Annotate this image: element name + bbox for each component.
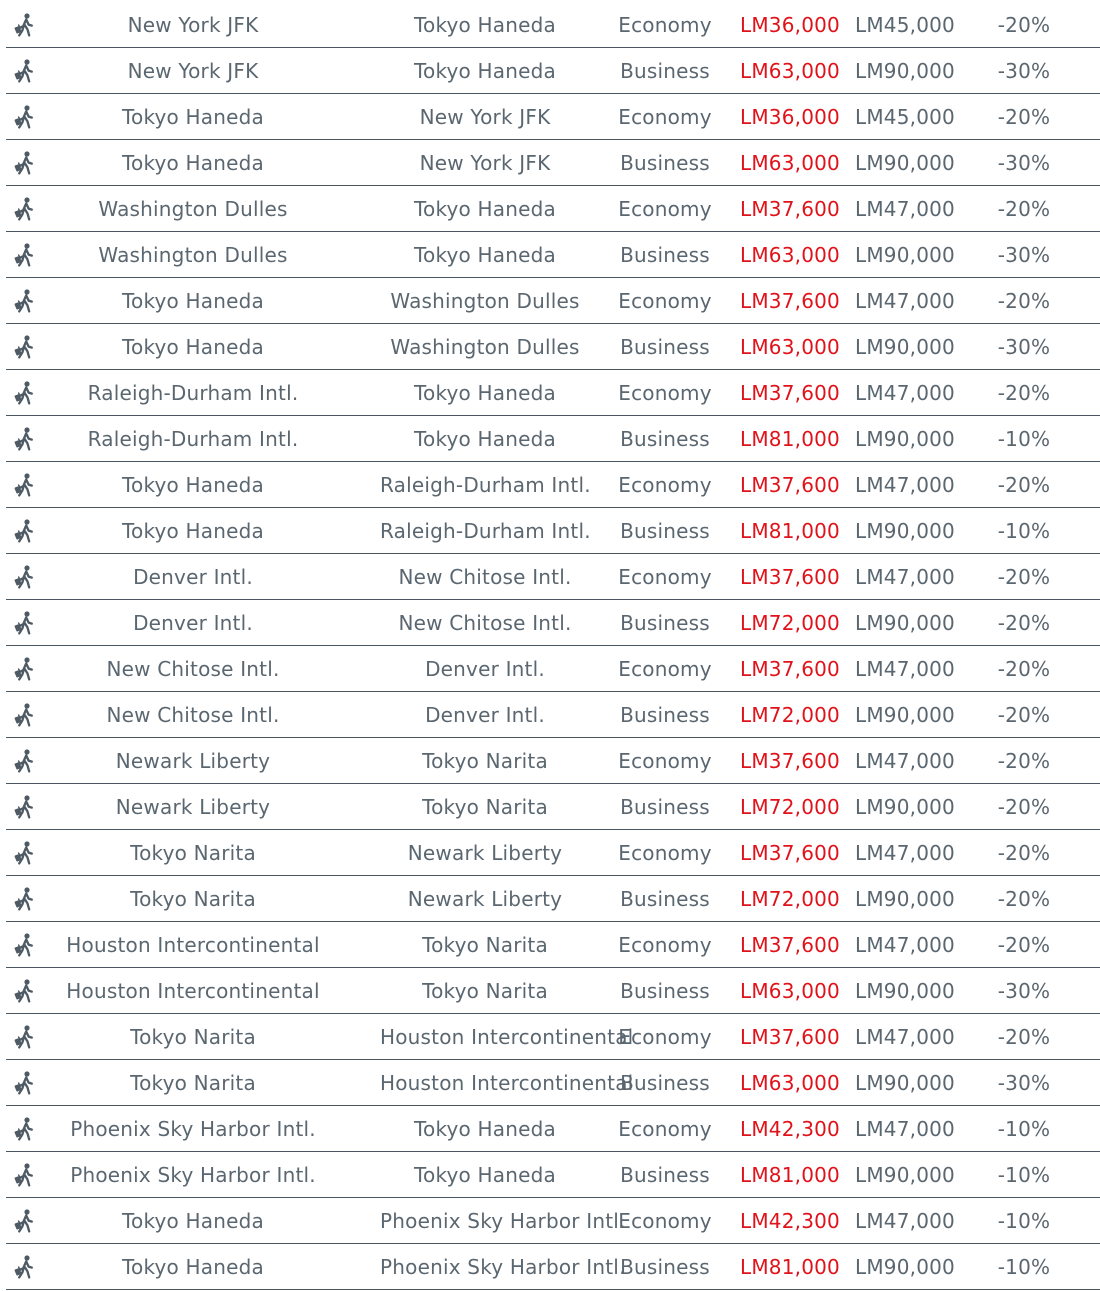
origin-cell: Denver Intl. <box>133 564 253 589</box>
destination-cell: Tokyo Haneda <box>414 58 556 83</box>
regular-price-cell: LM90,000 <box>855 978 955 1003</box>
origin-cell: Tokyo Haneda <box>122 104 264 129</box>
regular-price-cell: LM47,000 <box>855 1024 955 1049</box>
destination-cell: Raleigh-Durham Intl. <box>380 472 591 497</box>
regular-price-cell: LM90,000 <box>855 242 955 267</box>
table-row[interactable] <box>6 140 1100 186</box>
cabin-class-cell: Business <box>620 58 710 83</box>
sale-price-cell: LM72,000 <box>740 886 840 911</box>
destination-cell: Tokyo Haneda <box>414 380 556 405</box>
table-row[interactable] <box>6 48 1100 94</box>
destination-cell: Houston Intercontinental <box>380 1024 634 1049</box>
cabin-class-cell: Business <box>620 978 710 1003</box>
regular-price-cell: LM90,000 <box>855 1070 955 1095</box>
discount-cell: -20% <box>997 840 1051 865</box>
destination-cell: Tokyo Haneda <box>414 1162 556 1187</box>
origin-cell: Washington Dulles <box>98 196 288 221</box>
cabin-class-cell: Business <box>620 426 710 451</box>
destination-cell: Tokyo Narita <box>422 794 548 819</box>
table-row[interactable] <box>6 2 1100 48</box>
discount-cell: -10% <box>997 1254 1051 1279</box>
regular-price-cell: LM47,000 <box>855 1208 955 1233</box>
cabin-class-cell: Economy <box>618 104 712 129</box>
fare-table <box>6 2 1100 1290</box>
discount-cell: -20% <box>997 748 1051 773</box>
origin-cell: Tokyo Narita <box>130 840 256 865</box>
table-row[interactable] <box>6 94 1100 140</box>
cabin-class-cell: Economy <box>618 472 712 497</box>
destination-cell: Tokyo Narita <box>422 932 548 957</box>
cabin-class-cell: Economy <box>618 1024 712 1049</box>
destination-cell: Tokyo Haneda <box>414 426 556 451</box>
sale-price-cell: LM36,000 <box>740 104 840 129</box>
regular-price-cell: LM90,000 <box>855 518 955 543</box>
regular-price-cell: LM90,000 <box>855 1162 955 1187</box>
table-row[interactable] <box>6 738 1100 784</box>
destination-cell: Tokyo Narita <box>422 978 548 1003</box>
origin-cell: New Chitose Intl. <box>106 656 280 681</box>
origin-cell: Tokyo Haneda <box>122 1208 264 1233</box>
discount-cell: -10% <box>997 426 1051 451</box>
origin-cell: Newark Liberty <box>115 794 271 819</box>
regular-price-cell: LM90,000 <box>855 58 955 83</box>
table-row[interactable] <box>6 232 1100 278</box>
origin-cell: Tokyo Haneda <box>122 472 264 497</box>
sale-price-cell: LM63,000 <box>740 150 840 175</box>
discount-cell: -10% <box>997 1162 1051 1187</box>
table-row[interactable] <box>6 784 1100 830</box>
origin-cell: Newark Liberty <box>115 748 271 773</box>
table-row[interactable] <box>6 1198 1100 1244</box>
origin-cell: Tokyo Narita <box>130 886 256 911</box>
destination-cell: Denver Intl. <box>425 656 545 681</box>
discount-cell: -20% <box>997 656 1051 681</box>
table-row[interactable] <box>6 324 1100 370</box>
regular-price-cell: LM90,000 <box>855 150 955 175</box>
destination-cell: Tokyo Haneda <box>414 12 556 37</box>
regular-price-cell: LM90,000 <box>855 610 955 635</box>
sale-price-cell: LM63,000 <box>740 334 840 359</box>
discount-cell: -20% <box>997 288 1051 313</box>
discount-cell: -10% <box>997 518 1051 543</box>
origin-cell: New York JFK <box>127 12 259 37</box>
regular-price-cell: LM90,000 <box>855 702 955 727</box>
regular-price-cell: LM47,000 <box>855 288 955 313</box>
cabin-class-cell: Business <box>620 518 710 543</box>
regular-price-cell: LM90,000 <box>855 334 955 359</box>
discount-cell: -20% <box>997 610 1051 635</box>
origin-cell: Phoenix Sky Harbor Intl. <box>70 1162 316 1187</box>
destination-cell: Raleigh-Durham Intl. <box>380 518 591 543</box>
discount-cell: -10% <box>997 1116 1051 1141</box>
sale-price-cell: LM37,600 <box>740 840 840 865</box>
regular-price-cell: LM47,000 <box>855 656 955 681</box>
sale-price-cell: LM42,300 <box>740 1116 840 1141</box>
table-row[interactable] <box>6 830 1100 876</box>
discount-cell: -20% <box>997 932 1051 957</box>
table-row[interactable] <box>6 278 1100 324</box>
origin-cell: Tokyo Haneda <box>122 518 264 543</box>
cabin-class-cell: Business <box>620 1254 710 1279</box>
destination-cell: Washington Dulles <box>390 334 580 359</box>
sale-price-cell: LM81,000 <box>740 1254 840 1279</box>
sale-price-cell: LM37,600 <box>740 472 840 497</box>
discount-cell: -30% <box>997 242 1051 267</box>
discount-cell: -30% <box>997 1070 1051 1095</box>
destination-cell: Phoenix Sky Harbor Intl. <box>380 1254 626 1279</box>
cabin-class-cell: Business <box>620 886 710 911</box>
destination-cell: Phoenix Sky Harbor Intl. <box>380 1208 626 1233</box>
origin-cell: Raleigh-Durham Intl. <box>87 380 299 405</box>
origin-cell: New York JFK <box>127 58 259 83</box>
cabin-class-cell: Economy <box>618 380 712 405</box>
discount-cell: -30% <box>997 978 1051 1003</box>
sale-price-cell: LM42,300 <box>740 1208 840 1233</box>
table-row[interactable] <box>6 554 1100 600</box>
regular-price-cell: LM45,000 <box>855 12 955 37</box>
discount-cell: -30% <box>997 334 1051 359</box>
cabin-class-cell: Business <box>620 1162 710 1187</box>
cabin-class-cell: Business <box>620 242 710 267</box>
cabin-class-cell: Business <box>620 610 710 635</box>
regular-price-cell: LM47,000 <box>855 564 955 589</box>
discount-cell: -30% <box>997 58 1051 83</box>
destination-cell: New York JFK <box>419 104 551 129</box>
destination-cell: Denver Intl. <box>425 702 545 727</box>
sale-price-cell: LM81,000 <box>740 1162 840 1187</box>
cabin-class-cell: Economy <box>618 1208 712 1233</box>
cabin-class-cell: Economy <box>618 288 712 313</box>
cabin-class-cell: Business <box>620 334 710 359</box>
sale-price-cell: LM37,600 <box>740 748 840 773</box>
sale-price-cell: LM63,000 <box>740 1070 840 1095</box>
cabin-class-cell: Economy <box>618 748 712 773</box>
sale-price-cell: LM72,000 <box>740 794 840 819</box>
origin-cell: Tokyo Haneda <box>122 1254 264 1279</box>
sale-price-cell: LM37,600 <box>740 288 840 313</box>
origin-cell: Tokyo Haneda <box>122 150 264 175</box>
sale-price-cell: LM37,600 <box>740 1024 840 1049</box>
regular-price-cell: LM90,000 <box>855 1254 955 1279</box>
sale-price-cell: LM36,000 <box>740 12 840 37</box>
discount-cell: -30% <box>997 150 1051 175</box>
table-row[interactable] <box>6 416 1100 462</box>
destination-cell: Tokyo Haneda <box>414 1116 556 1141</box>
regular-price-cell: LM47,000 <box>855 380 955 405</box>
origin-cell: Tokyo Haneda <box>122 288 264 313</box>
regular-price-cell: LM90,000 <box>855 794 955 819</box>
sale-price-cell: LM37,600 <box>740 380 840 405</box>
sale-price-cell: LM63,000 <box>740 242 840 267</box>
sale-price-cell: LM81,000 <box>740 426 840 451</box>
sale-price-cell: LM37,600 <box>740 656 840 681</box>
discount-cell: -20% <box>997 564 1051 589</box>
discount-cell: -20% <box>997 1024 1051 1049</box>
regular-price-cell: LM47,000 <box>855 932 955 957</box>
table-row[interactable] <box>6 876 1100 922</box>
regular-price-cell: LM47,000 <box>855 840 955 865</box>
origin-cell: Houston Intercontinental <box>66 932 320 957</box>
destination-cell: New York JFK <box>419 150 551 175</box>
sale-price-cell: LM37,600 <box>740 564 840 589</box>
regular-price-cell: LM90,000 <box>855 886 955 911</box>
destination-cell: Newark Liberty <box>407 840 563 865</box>
cabin-class-cell: Business <box>620 702 710 727</box>
discount-cell: -20% <box>997 104 1051 129</box>
table-row[interactable] <box>6 186 1100 232</box>
table-row[interactable] <box>6 1060 1100 1106</box>
origin-cell: Tokyo Haneda <box>122 334 264 359</box>
destination-cell: Tokyo Haneda <box>414 242 556 267</box>
table-row[interactable] <box>6 1014 1100 1060</box>
origin-cell: Phoenix Sky Harbor Intl. <box>70 1116 316 1141</box>
discount-cell: -10% <box>997 1208 1051 1233</box>
origin-cell: Washington Dulles <box>98 242 288 267</box>
cabin-class-cell: Business <box>620 1070 710 1095</box>
table-row[interactable] <box>6 1152 1100 1198</box>
cabin-class-cell: Economy <box>618 840 712 865</box>
discount-cell: -20% <box>997 886 1051 911</box>
discount-cell: -20% <box>997 380 1051 405</box>
origin-cell: Tokyo Narita <box>130 1070 256 1095</box>
origin-cell: New Chitose Intl. <box>106 702 280 727</box>
table-row[interactable] <box>6 1244 1100 1290</box>
regular-price-cell: LM90,000 <box>855 426 955 451</box>
discount-cell: -20% <box>997 12 1051 37</box>
regular-price-cell: LM47,000 <box>855 196 955 221</box>
discount-cell: -20% <box>997 702 1051 727</box>
sale-price-cell: LM63,000 <box>740 978 840 1003</box>
table-row[interactable] <box>6 600 1100 646</box>
destination-cell: Newark Liberty <box>407 886 563 911</box>
cabin-class-cell: Economy <box>618 12 712 37</box>
destination-cell: New Chitose Intl. <box>398 564 572 589</box>
cabin-class-cell: Business <box>620 150 710 175</box>
origin-cell: Raleigh-Durham Intl. <box>87 426 299 451</box>
sale-price-cell: LM37,600 <box>740 932 840 957</box>
table-row[interactable] <box>6 692 1100 738</box>
sale-price-cell: LM37,600 <box>740 196 840 221</box>
table-row[interactable] <box>6 922 1100 968</box>
regular-price-cell: LM47,000 <box>855 748 955 773</box>
table-row[interactable] <box>6 1106 1100 1152</box>
sale-price-cell: LM63,000 <box>740 58 840 83</box>
origin-cell: Houston Intercontinental <box>66 978 320 1003</box>
discount-cell: -20% <box>997 196 1051 221</box>
sale-price-cell: LM81,000 <box>740 518 840 543</box>
table-row[interactable] <box>6 968 1100 1014</box>
sale-price-cell: LM72,000 <box>740 610 840 635</box>
table-row[interactable] <box>6 462 1100 508</box>
regular-price-cell: LM45,000 <box>855 104 955 129</box>
destination-cell: Tokyo Haneda <box>414 196 556 221</box>
destination-cell: Tokyo Narita <box>422 748 548 773</box>
regular-price-cell: LM47,000 <box>855 472 955 497</box>
table-row[interactable] <box>6 508 1100 554</box>
cabin-class-cell: Economy <box>618 196 712 221</box>
sale-price-cell: LM72,000 <box>740 702 840 727</box>
discount-cell: -20% <box>997 794 1051 819</box>
discount-cell: -20% <box>997 472 1051 497</box>
origin-cell: Tokyo Narita <box>130 1024 256 1049</box>
table-row[interactable] <box>6 646 1100 692</box>
cabin-class-cell: Economy <box>618 932 712 957</box>
origin-cell: Denver Intl. <box>133 610 253 635</box>
cabin-class-cell: Economy <box>618 564 712 589</box>
destination-cell: New Chitose Intl. <box>398 610 572 635</box>
regular-price-cell: LM47,000 <box>855 1116 955 1141</box>
cabin-class-cell: Economy <box>618 1116 712 1141</box>
table-row[interactable] <box>6 370 1100 416</box>
cabin-class-cell: Business <box>620 794 710 819</box>
destination-cell: Houston Intercontinental <box>380 1070 634 1095</box>
destination-cell: Washington Dulles <box>390 288 580 313</box>
cabin-class-cell: Economy <box>618 656 712 681</box>
